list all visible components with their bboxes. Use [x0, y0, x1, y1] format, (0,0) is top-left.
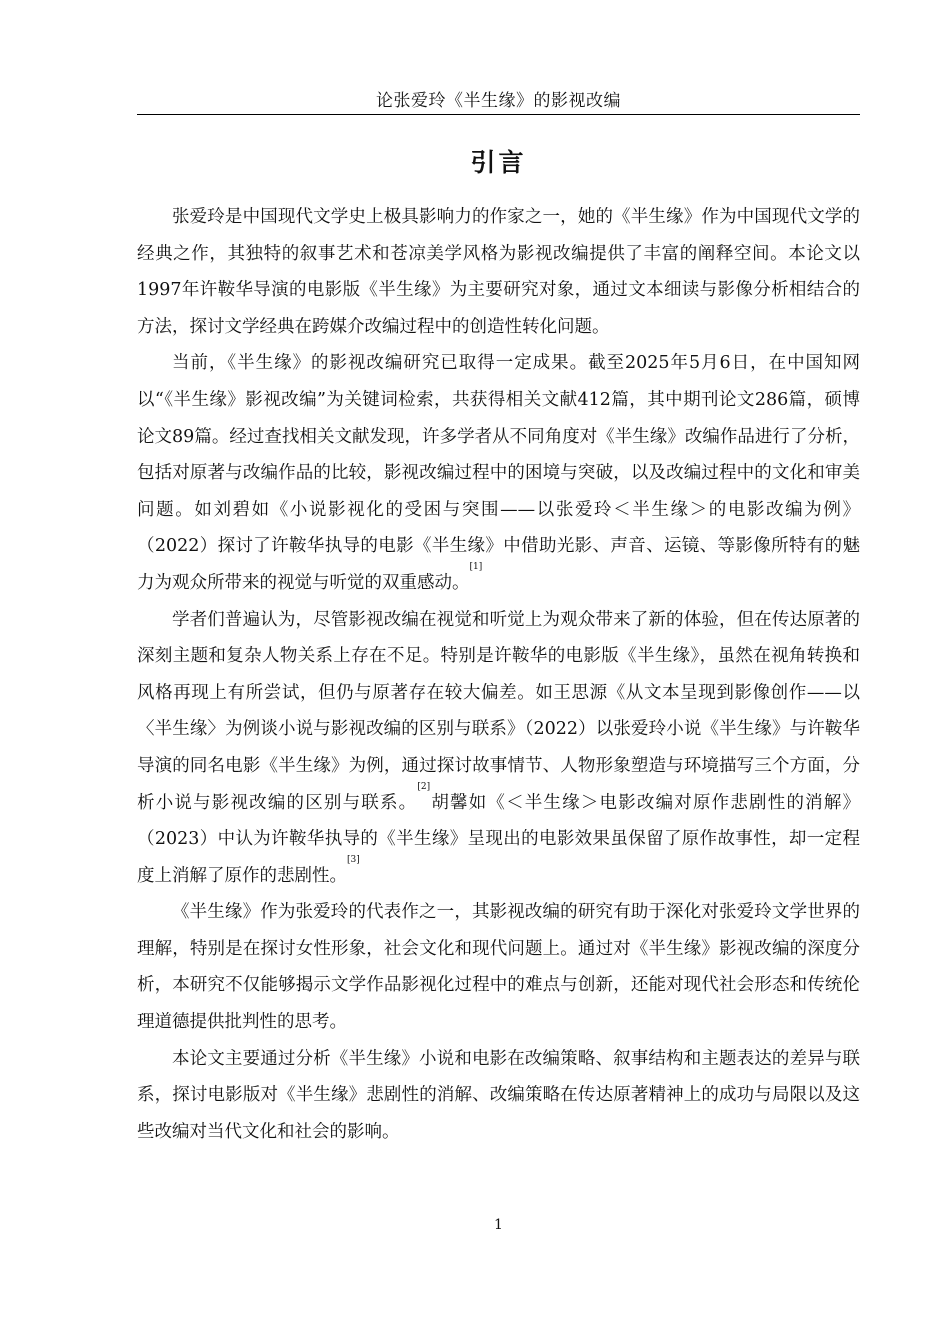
paragraph-3-text-b: 胡馨如《＜半生缘＞电影改编对原作悲剧性的消解》（2023）中认为许鞍华执导的《半生缘》呈现出的电影效果虽保留了原作故事性，却一定程度上消解了原作的悲剧性。: [137, 792, 861, 886]
paragraph-2-text: 当前，《半生缘》的影视改编研究已取得一定成果。截至2025年5月6日，在中国知网以“《半生缘》影视改编”为关键词检索，共获得相关文献412篇，其中期刊论文286篇，硕博论文89篇。经过查找相关文献发现，许多学者从不同角度对《半生缘》改编作品进行了分析，包括对原著与改编作品的比较，影视改编过程中的困境与突破，以及改编过程中的文化和审美问题。如刘碧如《小说影视化的受困与突围——以张爱玲＜半生缘＞的电影改编为例》（2022）探讨了许鞍华执导的电影《半生缘》中借助光影、声音、运镜、等影像所特有的魅力为观众所带来的视觉与听觉的双重感动。: [137, 353, 860, 593]
paragraph-3-text-a: 学者们普遍认为，尽管影视改编在视觉和听觉上为观众带来了新的体验，但在传达原著的深刻主题和复杂人物关系上存在不足。特别是许鞍华的电影版《半生缘》，虽然在视角转换和风格再现上有所尝试，但仍与原著存在较大偏差。如王思源《从文本呈现到影像创作——以〈半生缘〉为例谈小说与影视改编的区别与联系》（2022）以张爱玲小说《半生缘》与许鞍华导演的同名电影《半生缘》为例，通过探讨故事情节、人物形象塑造与环境描写三个方面，分析小说与影视改编的区别与联系。: [137, 609, 860, 813]
paragraph-4: [137, 894, 860, 1040]
body-text: [137, 199, 860, 1150]
paragraph-1-text: 张爱玲是中国现代文学史上极具影响力的作家之一，她的《半生缘》作为中国现代文学的经典之作，其独特的叙事艺术和苍凉美学风格为影视改编提供了丰富的阐释空间。本论文以1997年许鞍华导演的电影版《半生缘》为主要研究对象，通过文本细读与影像分析相结合的方法，探讨文学经典在跨媒介改编过程中的创造性转化问题。: [137, 207, 860, 337]
paragraph-5: [137, 1041, 860, 1151]
paragraph-5-text: 本论文主要通过分析《半生缘》小说和电影在改编策略、叙事结构和主题表达的差异与联系，探讨电影版对《半生缘》悲剧性的消解、改编策略在传达原著精神上的成功与局限以及这些改编对当代文化和社会的影响。: [137, 1048, 860, 1142]
paragraph-2: [137, 345, 860, 601]
section-title: 引言: [470, 148, 527, 177]
running-header: 论张爱玲《半生缘》的影视改编: [376, 91, 621, 111]
paragraph-1: [137, 199, 860, 345]
paragraph-3: [137, 602, 860, 895]
citation-3: [3]: [347, 854, 360, 865]
citation-2: [2]: [417, 781, 431, 792]
header-rule: [137, 114, 860, 115]
paragraph-4-text: 《半生缘》作为张爱玲的代表作之一，其影视改编的研究有助于深化对张爱玲文学世界的理解，特别是在探讨女性形象，社会文化和现代问题上。通过对《半生缘》影视改编的深度分析，本研究不仅能够揭示文学作品影视化过程中的难点与创新，还能对现代社会形态和传统伦理道德提供批判性的思考。: [137, 902, 860, 1033]
citation-1: [1]: [469, 561, 483, 572]
page-number: 1: [494, 1217, 503, 1233]
